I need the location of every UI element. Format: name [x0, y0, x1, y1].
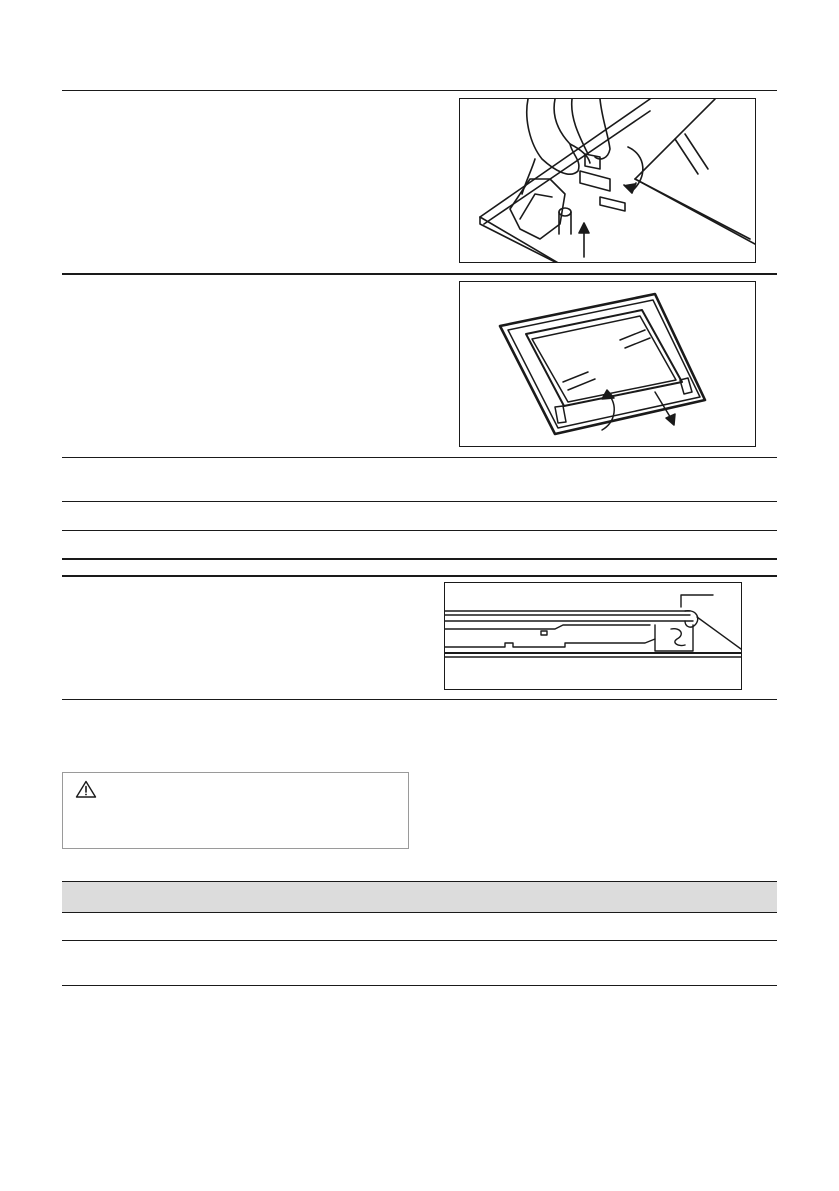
door-glass-panel-illustration: [459, 281, 756, 447]
warning-triangle-icon: [75, 780, 97, 798]
step-6-divider: [62, 699, 777, 700]
step-1-divider: [62, 273, 777, 275]
door-hinge-illustration: [459, 98, 756, 263]
section-divider: [62, 558, 777, 560]
step-4-divider: [62, 530, 777, 531]
table-header: [62, 881, 777, 913]
step-3-divider: [62, 501, 777, 502]
top-divider: [62, 90, 777, 91]
step-2-divider: [62, 457, 777, 458]
table-bottom-divider: [62, 985, 777, 986]
step-5-divider: [62, 575, 777, 577]
warning-box: [62, 772, 409, 849]
glass-seal-illustration: [444, 582, 742, 690]
table-row-1-divider: [62, 940, 777, 941]
